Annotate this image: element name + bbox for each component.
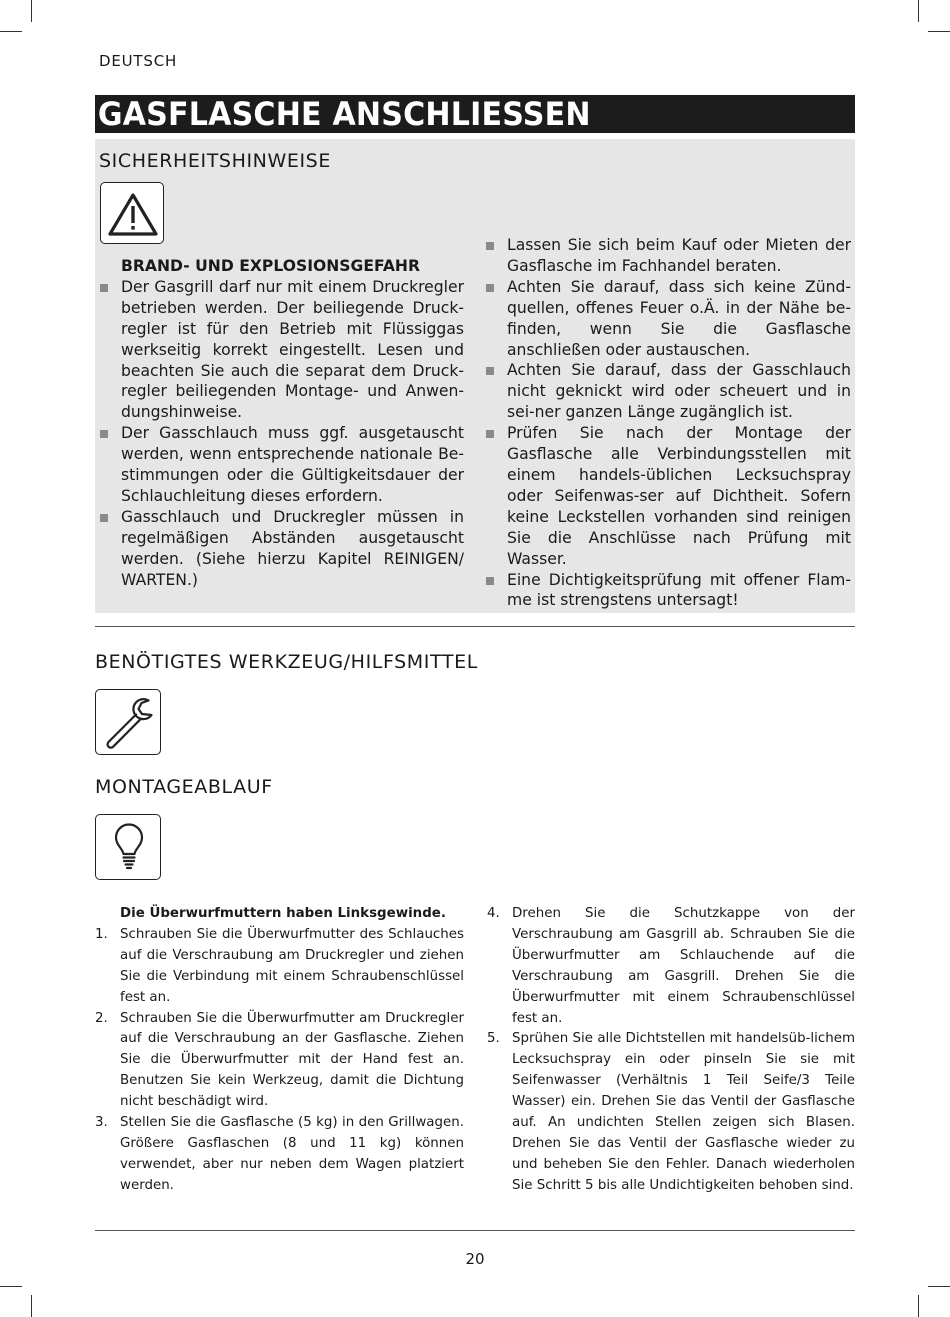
list-item: Achten Sie darauf, dass sich keine Zünd-quellen, offenes Feuer o.Ä. in der Nähe be-finden, wenn Sie die Gasflasche anschließen oder austauschen. xyxy=(482,277,851,361)
crop-mark xyxy=(31,1295,32,1317)
step-item: 1. Schrauben Sie die Überwurfmutter des Schlauches auf die Verschraubung am Druckregler und ziehen Sie die Verbindung mit einem Schraubenschlüssel fest an. xyxy=(95,926,464,1005)
page-title: GASFLASCHE ANSCHLIESSEN xyxy=(97,95,591,133)
warning-triangle-icon xyxy=(100,182,164,244)
crop-mark xyxy=(31,0,32,22)
bullet xyxy=(486,367,494,375)
bullet xyxy=(486,284,494,292)
list-item: Eine Dichtigkeitsprüfung mit offener Flam-me ist strengstens untersagt! xyxy=(482,570,851,612)
list-item: Gasschlauch und Druckregler müssen in regelmäßigen Abständen ausgetauscht werden. (Siehe hierzu Kapitel REINIGEN/ WARTEN.) xyxy=(96,507,464,591)
crop-mark xyxy=(928,1286,950,1287)
bullet xyxy=(100,514,108,522)
safety-right-column xyxy=(482,235,851,611)
step-item: 3. Stellen Sie die Gasflasche (5 kg) in den Grillwagen. Größere Gasflaschen (8 und 11 kg) können verwendet, aber nur neben dem Wagen platziert werden. xyxy=(95,1115,464,1193)
bullet xyxy=(100,430,108,438)
wrench-icon xyxy=(95,689,161,755)
page-number: 20 xyxy=(465,1250,485,1268)
assembly-heading: MONTAGEABLAUF xyxy=(95,776,273,798)
bullet xyxy=(486,242,494,250)
divider xyxy=(95,1230,855,1231)
list-item: Prüfen Sie nach der Montage der Gasflasche alle Verbindungsstellen mit einem handels-üblichen Lecksuchspray oder Seifenwas-ser auf Dichtheit. Sofern keine Leckstellen vorhanden sind reinigen Sie die Anschlüsse nach Prüfung mit Wasser. xyxy=(482,423,851,569)
bullet xyxy=(486,430,494,438)
crop-mark xyxy=(928,31,950,32)
assembly-note: Die Überwurfmuttern haben Linksgewinde. xyxy=(120,906,446,921)
crop-mark xyxy=(918,0,919,22)
step-item: 2. Schrauben Sie die Überwurfmutter am Druckregler auf die Verschraubung an der Gasflasche. Ziehen Sie die Überwurfmutter mit der Hand fest an. Benutzen Sie kein Werkzeug, damit die Dichtung nicht beschädigt wird. xyxy=(95,1010,464,1110)
list-item: Achten Sie darauf, dass der Gasschlauch nicht geknickt wird oder scheuert und in sei-ner ganzen Länge zugänglich ist. xyxy=(482,360,851,423)
list-item: Lassen Sie sich beim Kauf oder Mieten der Gasflasche im Fachhandel beraten. xyxy=(482,235,851,277)
bullet xyxy=(486,577,494,585)
tools-heading: BENÖTIGTES WERKZEUG/HILFSMITTEL xyxy=(95,651,478,673)
list-item: Der Gasgrill darf nur mit einem Druckregler betrieben werden. Der beiliegende Druck-regler ist für den Betrieb mit Flüssiggas werkseitig korrekt eingestellt. Lesen und beachten Sie auch die separat dem Druck-regler beiliegenden Montage- und Anwen-dungshinweise. xyxy=(96,277,464,423)
crop-mark xyxy=(0,1286,22,1287)
divider xyxy=(95,626,855,627)
lightbulb-icon xyxy=(95,814,161,880)
safety-heading: SICHERHEITSHINWEISE xyxy=(99,150,331,172)
language-label: DEUTSCH xyxy=(99,52,178,70)
crop-mark xyxy=(0,31,22,32)
assembly-right-column xyxy=(487,904,855,1197)
assembly-left-column xyxy=(95,904,464,1197)
step-item: 4. Drehen Sie die Schutzkappe von der Verschraubung am Gasgrill ab. Schrauben Sie die Überwurfmutter am Schlauchende auf die Verschraubung am Gasgrill. Drehen Sie die Überwurfmutter mit einem Schraubenschlüssel fest an. xyxy=(487,906,855,1026)
list-item: Der Gasschlauch muss ggf. ausgetauscht werden, wenn entsprechende nationale Be-stimmungen oder die Gültigkeitsdauer der Schlauchleitung dieses erfordern. xyxy=(96,423,464,507)
bullet xyxy=(100,284,108,292)
safety-left-column xyxy=(96,256,464,591)
danger-title: BRAND- UND EXPLOSIONSGEFAHR xyxy=(121,257,420,275)
step-item: 5. Sprühen Sie alle Dichtstellen mit handelsüb-lichem Lecksuchspray ein oder pinseln Sie sie mit Seifenwasser (Verhältnis 1 Teil Seife/3 Teile Wasser) ein. Drehen Sie das Ventil der Gasflasche auf. An undichten Stellen zeigen sich Blasen. Drehen Sie das Ventil der Gasflasche wieder zu und beheben Sie den Fehler. Danach wiederholen Sie Schritt 5 bis alle Undichtigkeiten behoben sind. xyxy=(487,1031,855,1193)
page-title-bar xyxy=(95,95,855,133)
crop-mark xyxy=(918,1295,919,1317)
